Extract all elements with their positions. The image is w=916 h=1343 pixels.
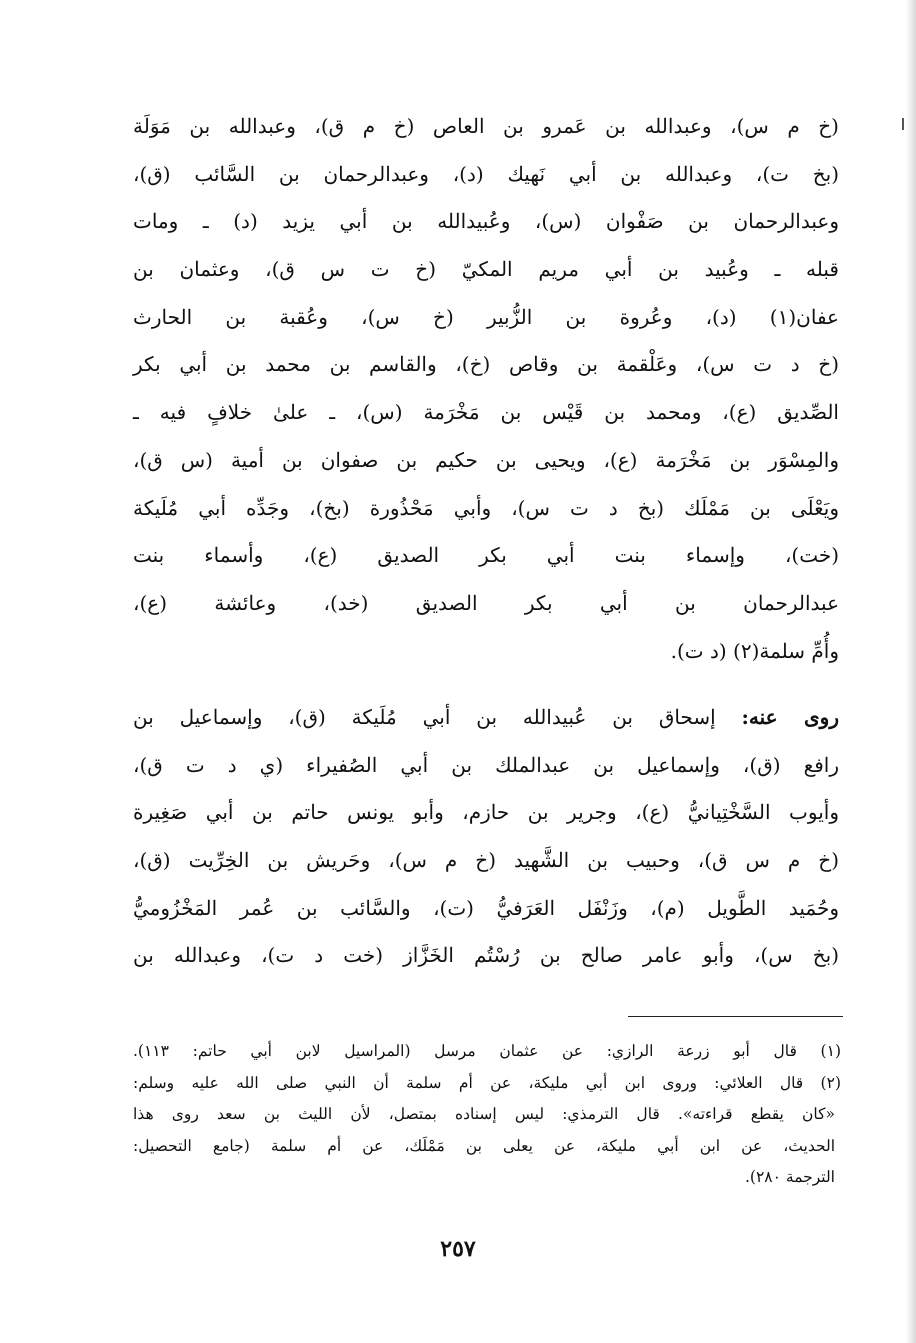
text-line: (خ م س ق)، وحبيب بن الشَّهيد (خ م س)، وحَريش بن الخِرِّيت (ق)، [133, 848, 839, 873]
text-line: (بخ ت)، وعبدالله بن أبي نَهيك (د)، وعبدالرحمان بن السَّائب (ق)، [133, 161, 839, 186]
text-line [133, 694, 839, 742]
text-line: وحُمَيد الطَّويل (م)، وزَنْفَل العَرَفيُّ (ت)، والسَّائب بن عُمر المَخْزُوميُّ [133, 895, 839, 920]
transmitters-first-line: إسحاق بن عُبيدالله بن أبي مُلَيكة (ق)، وإسماعيل بن [133, 705, 742, 729]
text-line: (بخ س)، وأبو عامر صالح بن رُسْتُم الخَزَّاز (خت د ت)، وعبدالله بن [133, 943, 839, 968]
footnotes [133, 1036, 841, 1194]
narrators-paragraph [133, 103, 839, 675]
page-edge [906, 0, 916, 1343]
transmitters-label: روى عنه: [741, 705, 839, 729]
text-line: (خ د ت س)، وعَلْقمة بن وقاص (خ)، والقاسم بن محمد بن أبي بكر [133, 352, 839, 377]
footnote-line: (٢) قال العلائي: وروى ابن أبي مليكة، عن أم سلمة أن النبي صلى الله عليه وسلم: [133, 1073, 841, 1092]
text-line: وأُمِّ سلمة(٢) (د ت). [670, 638, 839, 663]
text-line: (خ م س)، وعبدالله بن عَمرو بن العاص (خ م ق)، وعبدالله بن مَوَلَة [133, 114, 839, 138]
page-number: ٢٥٧ [440, 1236, 476, 1262]
footnote-separator [628, 1016, 843, 1017]
footnote-line: الترجمة ٢٨٠). [744, 1168, 835, 1186]
text-line: وعبدالرحمان بن صَفْوان (س)، وعُبيدالله بن أبي يزيد (د) ـ ومات [133, 209, 839, 234]
footnote-line: الحديث، عن ابن أبي مليكة، عن يعلى بن مَمْلَك، عن أم سلمة (جامع التحصيل: [133, 1136, 835, 1155]
text-line: عفان(١) (د)، وعُروة بن الزُّبير (خ س)، وعُقبة بن الحارث [133, 304, 839, 329]
text-line: والمِسْوَر بن مَخْرَمة (ع)، ويحيى بن حكيم بن صفوان بن أمية (س ق)، [133, 447, 839, 472]
text-line: (خت)، وإسماء بنت أبي بكر الصديق (ع)، وأسماء بنت [133, 543, 839, 568]
transmitters-paragraph [133, 694, 839, 980]
footnote-line: (١) قال أبو زرعة الرازي: عن عثمان مرسل (المراسيل لابن أبي حاتم: ١١٣). [133, 1042, 841, 1060]
text-line: رافع (ق)، وإسماعيل بن عبدالملك بن أبي الصُفيراء (ي د ت ق)، [133, 752, 839, 777]
text-line: الصِّديق (ع)، ومحمد بن قَيْس بن مَخْرَمة (س)، ـ علىٰ خلافٍ فيه ـ [133, 400, 839, 425]
page-edge-mark [902, 118, 904, 130]
text-line: ويَعْلَى بن مَمْلَك (بخ د ت س)، وأبي مَحْذُورة (بخ)، وجَدِّه أبي مُلَيكة [133, 495, 839, 520]
text-line: وأيوب السَّخْتِيانيُّ (ع)، وجرير بن حازم، وأبو يونس حاتم بن أبي صَغِيرة [133, 800, 839, 825]
text-line: قبله ـ وعُبيد بن أبي مريم المكيّ (خ ت س ق)، وعثمان بن [133, 257, 839, 282]
text-line: عبدالرحمان بن أبي بكر الصديق (خد)، وعائشة (ع)، [133, 590, 839, 615]
footnote-line: «كان يقطع قراءته». قال الترمذي: ليس إسناده بمتصل، لأن الليث بن سعد روى هذا [133, 1105, 835, 1123]
